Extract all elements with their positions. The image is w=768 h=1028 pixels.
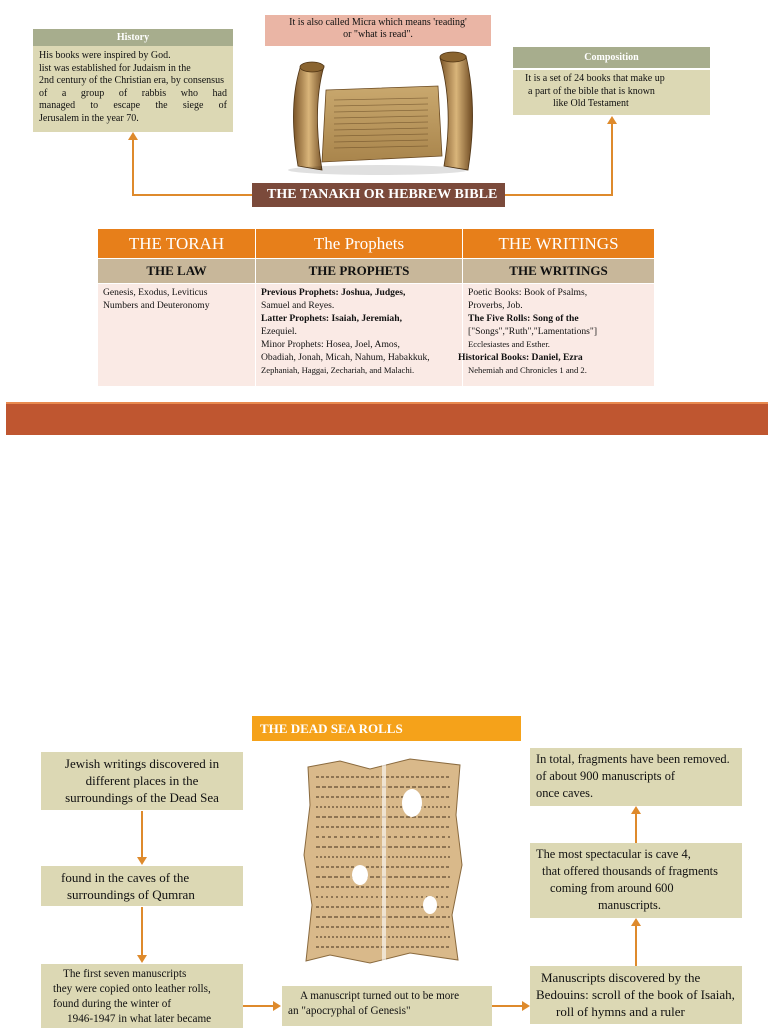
table-cell-torah (98, 284, 255, 386)
arrow-up-icon (631, 806, 641, 814)
box-line: A manuscript turned out to be more (300, 990, 460, 1002)
box-line: The most spectacular is cave 4, (536, 847, 691, 861)
composition-body (513, 70, 710, 115)
dead-sea-box-writings (41, 752, 243, 810)
torah-books: Genesis, Exodus, Leviticus (103, 287, 208, 298)
composition-line: a part of the bible that is known (528, 85, 655, 97)
box-line: of about 900 manuscripts of (536, 769, 676, 783)
connector-line (141, 811, 143, 857)
section-divider-line (6, 402, 768, 404)
previous-prophets-books: Samuel and Reyes. (261, 300, 335, 311)
table-subheader-writings: THE WRITINGS (463, 259, 654, 283)
box-line: manuscripts. (598, 898, 661, 912)
minor-prophets: Minor Prophets: Hosea, Joel, Amos, (261, 339, 400, 350)
history-body (33, 46, 233, 132)
table-header-torah: THE TORAH (98, 229, 255, 258)
box-line: The first seven manuscripts (63, 968, 187, 980)
table-cell-writings (458, 284, 654, 386)
dead-sea-box-first-manuscripts (41, 964, 243, 1028)
box-line: different places in the (85, 773, 199, 788)
previous-prophets-label: Previous Prophets: Joshua, Judges, (261, 287, 406, 298)
five-rolls-books: ["Songs","Ruth","Lamentations"] (468, 326, 598, 337)
torah-books: Numbers and Deuteronomy (103, 300, 210, 311)
box-line: Bedouins: scroll of the book of Isaiah, (536, 987, 735, 1002)
dead-sea-box-bedouins (530, 966, 742, 1024)
arrow-down-icon (137, 955, 147, 963)
composition-line: like Old Testament (553, 98, 629, 109)
historical-books-label: Historical Books: Daniel, Ezra (458, 352, 583, 363)
box-line: found during the winter of (53, 998, 172, 1010)
box-line: an "apocryphal of Genesis" (288, 1005, 411, 1017)
arrow-right-icon (522, 1001, 530, 1011)
micra-line: or "what is read". (343, 29, 413, 40)
dead-sea-title: THE DEAD SEA ROLLS (252, 716, 521, 741)
tanakh-title: THE TANAKH OR HEBREW BIBLE (252, 183, 505, 207)
box-line: In total, fragments have been removed. (536, 752, 730, 766)
box-line: Jewish writings discovered in (64, 756, 220, 771)
history-line: managed to escape the siege of (39, 100, 227, 111)
history-line: list was established for Judaism in the (39, 62, 191, 74)
connector-line (635, 926, 637, 966)
box-line: surroundings of Qumran (67, 887, 195, 902)
box-line: coming from around 600 (550, 881, 674, 895)
connector-line (132, 140, 134, 196)
historical-books: Nehemiah and Chronicles 1 and 2. (468, 365, 587, 375)
box-line: Manuscripts discovered by the (541, 970, 701, 985)
five-rolls-books: Ecclesiastes and Esther. (468, 339, 550, 349)
history-line: of a group of rabbis who had (39, 87, 227, 99)
section-divider-banner (6, 402, 768, 435)
history-line: His books were inspired by God. (39, 50, 171, 61)
dead-sea-manuscript-image (300, 755, 466, 966)
table-header-writings: THE WRITINGS (463, 229, 654, 258)
box-line: found in the caves of the (61, 870, 190, 885)
arrow-up-icon (631, 918, 641, 926)
torah-scroll-image (278, 48, 483, 178)
box-line: once caves. (536, 786, 594, 800)
arrow-up-icon (607, 116, 617, 124)
latter-prophets-label: Latter Prophets: Isaiah, Jeremiah, (261, 313, 402, 324)
box-line: surroundings of the Dead Sea (65, 790, 219, 805)
connector-line (635, 814, 637, 843)
minor-prophets: Obadiah, Jonah, Micah, Nahum, Habakkuk, (261, 352, 430, 363)
box-line: roll of hymns and a ruler (556, 1004, 685, 1019)
history-header: History (33, 29, 233, 46)
dead-sea-box-total (530, 748, 742, 806)
five-rolls-label: The Five Rolls: Song of the (468, 313, 579, 324)
connector-line (243, 1005, 273, 1007)
micra-note (265, 15, 491, 46)
minor-prophets: Zephaniah, Haggai, Zechariah, and Malachi. (261, 365, 415, 375)
history-line: Jerusalem in the year 70. (39, 112, 139, 124)
connector-line (492, 1005, 522, 1007)
poetic-books: Poetic Books: Book of Psalms, (468, 287, 588, 298)
dead-sea-box-qumran (41, 866, 243, 906)
arrow-up-icon (128, 132, 138, 140)
connector-line (132, 194, 253, 196)
dead-sea-box-cave4 (530, 843, 742, 918)
connector-line (505, 194, 613, 196)
table-subheader-law: THE LAW (98, 259, 255, 283)
connector-line (141, 907, 143, 955)
table-header-prophets: The Prophets (256, 229, 462, 258)
box-line: they were copied onto leather rolls, (53, 983, 211, 995)
poetic-books: Proverbs, Job. (468, 300, 523, 311)
box-line: that offered thousands of fragments (542, 864, 718, 878)
table-cell-prophets (256, 284, 462, 386)
arrow-right-icon (273, 1001, 281, 1011)
latter-prophets-books: Ezequiel. (261, 326, 297, 337)
composition-line: It is a set of 24 books that make up (525, 73, 665, 84)
table-subheader-prophets: THE PROPHETS (256, 259, 462, 283)
dead-sea-box-apocryphal (282, 986, 492, 1026)
history-line: 2nd century of the Christian era, by consensus (39, 75, 224, 86)
composition-header: Composition (513, 47, 710, 68)
box-line: 1946-1947 in what later became (67, 1013, 212, 1025)
arrow-down-icon (137, 857, 147, 865)
micra-line: It is also called Micra which means 'reading' (289, 17, 467, 28)
connector-line (611, 124, 613, 196)
